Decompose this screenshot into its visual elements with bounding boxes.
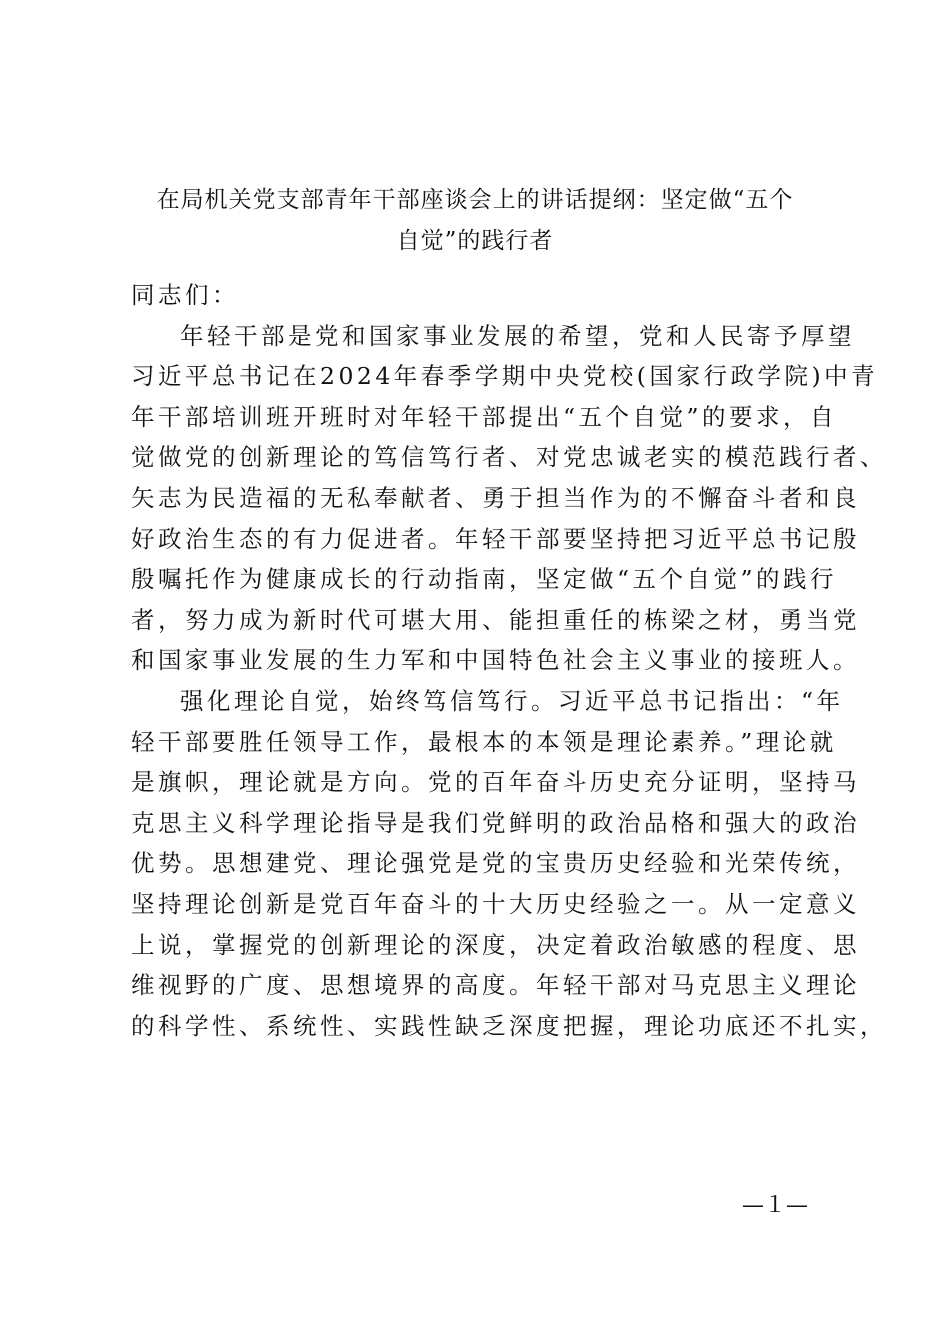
- paragraph-line: 年干部培训班开班时对年轻干部提出“五个自觉”的要求，自: [131, 402, 838, 431]
- paragraph-line: 强化理论自觉，始终笃信笃行。习近平总书记指出：“年: [180, 686, 844, 715]
- paragraph-line: 矢志为民造福的无私奉献者、勇于担当作为的不懈奋斗者和良: [131, 483, 860, 512]
- title-line: 在局机关党支部青年干部座谈会上的讲话提纲：坚定做“五个: [156, 187, 794, 213]
- paragraph-line: 轻干部要胜任领导工作，最根本的本领是理论素养。”理论就: [131, 727, 837, 756]
- paragraph-2: [131, 681, 887, 1046]
- paragraph-line: 者，努力成为新时代可堪大用、能担重任的栋梁之材，勇当党: [131, 605, 860, 634]
- paragraph-line: 殷嘱托作为健康成长的行动指南，坚定做“五个自觉”的践行: [131, 565, 838, 594]
- salutation: 同志们：: [131, 281, 239, 309]
- paragraph-line: 坚持理论创新是党百年奋斗的十大历史经验之一。从一定意义: [131, 889, 860, 918]
- paragraph-line: 优势。思想建党、理论强党是党的宝贵历史经验和光荣传统，: [131, 849, 860, 878]
- document-title: [120, 180, 830, 262]
- paragraph-line: 习近平总书记在2024年春季学期中央党校(国家行政学院)中青: [131, 362, 879, 391]
- paragraph-line: 的科学性、系统性、实践性缺乏深度把握，理论功底还不扎实，: [131, 1011, 887, 1040]
- paragraph-line: 克思主义科学理论指导是我们党鲜明的政治品格和强大的政治: [131, 808, 860, 837]
- paragraph-line: 和国家事业发展的生力军和中国特色社会主义事业的接班人。: [131, 646, 860, 675]
- document-body: [131, 275, 887, 1046]
- paragraph-line: 年轻干部是党和国家事业发展的希望，党和人民寄予厚望: [180, 321, 855, 350]
- paragraph-line: 是旗帜，理论就是方向。党的百年奋斗历史充分证明，坚持马: [131, 768, 860, 797]
- page-number: —１—: [741, 1193, 808, 1218]
- paragraph-line: 维视野的广度、思想境界的高度。年轻干部对马克思主义理论: [131, 971, 860, 1000]
- paragraph-line: 觉做党的创新理论的笃信笃行者、对党忠诚老实的模范践行者、: [131, 443, 887, 472]
- title-line: 自觉”的践行者: [396, 228, 554, 254]
- paragraph-line: 好政治生态的有力促进者。年轻干部要坚持把习近平总书记殷: [131, 524, 860, 553]
- paragraph-line: 上说，掌握党的创新理论的深度，决定着政治敏感的程度、思: [131, 930, 860, 959]
- paragraph-1: [131, 316, 887, 681]
